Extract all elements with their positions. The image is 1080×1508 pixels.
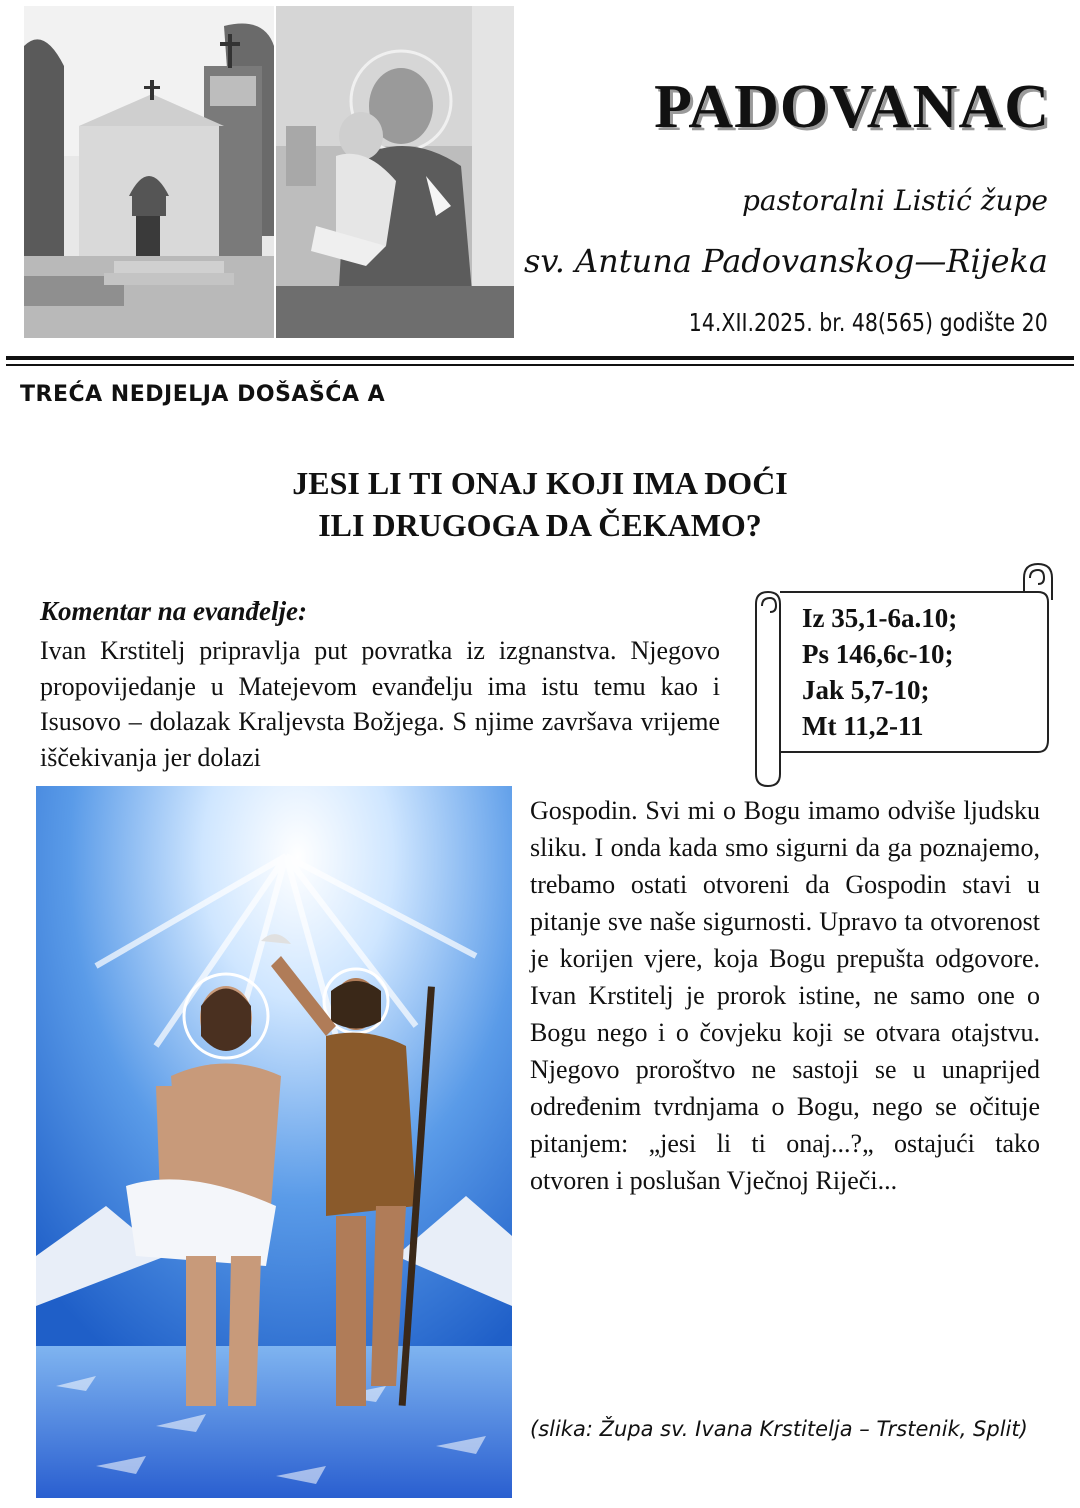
headline [0, 462, 1080, 546]
readings-list [802, 600, 957, 744]
liturgical-sunday-label: TREĆA NEDJELJA DOŠAŠĆA A [20, 382, 386, 407]
headline-line2: ILI DRUGOGA DA ČEKAMO? [318, 507, 762, 543]
masthead-title: PADOVANAC [654, 73, 1050, 141]
issue-info: 14.XII.2025. br. 48(565) godište 20 [689, 308, 1048, 337]
header-divider-thin [6, 364, 1074, 366]
reading-4: Mt 11,2-11 [802, 711, 924, 741]
comment-title: Komentar na evanđelje: [40, 596, 307, 626]
reading-2: Ps 146,6c-10; [802, 639, 954, 669]
saint-anthony-photo [276, 6, 514, 338]
reading-3: Jak 5,7-10; [802, 675, 930, 705]
comment-paragraph-top: Ivan Krstitelj pripravlja put povratka iz izgnanstva. Njegovo propovijedanje u Matejevom evanđelju ima istu temu kao i Isusovo – dolazak Kraljevsta Božjega. S njime završava vrijeme iščekivanja jer dolazi [40, 636, 720, 772]
church-photo [24, 6, 274, 338]
masthead-subtitle-line1: pastoralni Listić župe [741, 184, 1048, 217]
masthead-subtitle-line2: sv. Antuna Padovanskog—Rijeka [524, 242, 1048, 280]
image-caption: (slika: Župa sv. Ivana Krstitelja – Trstenik, Split) [530, 1417, 1028, 1441]
header-divider [6, 356, 1074, 360]
baptism-painting [36, 786, 512, 1498]
reading-1: Iz 35,1-6a.10; [802, 603, 958, 633]
headline-line1: JESI LI TI ONAJ KOJI IMA DOĆI [292, 465, 788, 501]
comment-paragraph-right: Gospodin. Svi mi o Bogu imamo odviše ljudsku sliku. I onda kada smo sigurni da ga poznajemo, trebamo ostati otvoreni da Gospodin stavi u pitanje sve naše sigurnosti. Upravo ta otvorenost je korijen vjere, koja Bogu prepušta odgovore. Ivan Krstitelj je prorok istine, ne samo one o Bogu nego i o čovjeku koji se otvara otajstvu. Njegovo proroštvo ne sastoji se u unaprijed određenim tvrdnjama o Bogu, nego se očituje pitanjem: „jesi li ti onaj...?„ ostajući tako otvoren i poslušan Vječnoj Riječi... [530, 796, 1040, 1195]
